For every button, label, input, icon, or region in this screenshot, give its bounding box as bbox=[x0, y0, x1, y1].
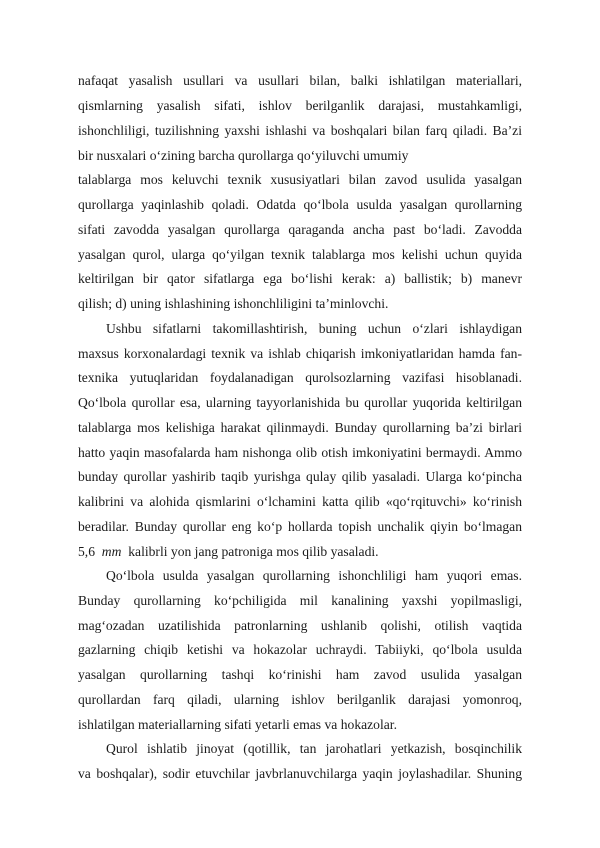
text-line-8: yasalgan qurol, ularga qo‘yilgan texnik talablarga mos kelishi uchun quyida bbox=[78, 247, 522, 262]
text-line-22: Bunday qurollarning ko‘pchiligida mil kanalining yaxshi yopilmasligi, bbox=[78, 593, 522, 608]
caliber-rest: kalibrli yon jang patroniga mos qilib yasaladi. bbox=[128, 544, 379, 559]
text-line-14: Qo‘lbola qurollar esa, ularning tayyorlanishida bu qurollar yuqorida keltirilgan bbox=[78, 395, 522, 410]
paragraph-start-line: Qo‘lbola usulda yasalgan qurollarning ishonchliligi ham yuqori emas. bbox=[106, 568, 522, 583]
text-line-10: qilish; d) uning ishlashining ishonchliligini ta’minlovchi. bbox=[78, 296, 389, 311]
text-line-27: ishlatilgan materiallarning sifati yetarli emas va hokazolar. bbox=[78, 717, 397, 732]
text-line-6: qurollarga yaqinlashib qoladi. Odatda qo‘lbola usulda yasalgan qurollarning bbox=[78, 197, 522, 212]
text-line-16: hatto yaqin masofalarda ham nishonga olib otish imkoniyatini bermaydi. Ammo bbox=[78, 445, 522, 460]
text-line-2: qismlarning yasalish sifati, ishlov berilganlik darajasi, mustahkamligi, bbox=[78, 98, 522, 113]
text-line-26: qurollardan farq qiladi, ularning ishlov berilganlik darajasi yomonroq, bbox=[78, 692, 522, 707]
text-line-18: kalibrini va alohida qismlarini o‘lchamini katta qilib «qo‘rqituvchi» ko‘rinish bbox=[78, 494, 522, 509]
text-line-4: bir nusxalari o‘zining barcha qurollarga qo‘yiluvchi umumiy bbox=[78, 148, 409, 163]
text-line-5: talablarga mos keluvchi texnik xususiyatlari bilan zavod usulida yasalgan bbox=[78, 172, 522, 187]
text-line-24: gazlarning chiqib ketishi va hokazolar uchraydi. Tabiiyki, qo‘lbola usulda bbox=[78, 642, 522, 657]
caliber-unit: mm bbox=[101, 544, 122, 559]
text-line-9: keltirilgan bir qator sifatlarga ega bo‘lishi kerak: a) ballistik; b) manevr bbox=[78, 271, 522, 286]
text-line-23: mag‘ozadan uzatilishida patronlarning ushlanib qolishi, otilish vaqtida bbox=[78, 618, 522, 633]
caliber-line bbox=[78, 543, 522, 560]
text-line-25: yasalgan qurollarning tashqi ko‘rinishi ham zavod usulida yasalgan bbox=[78, 667, 522, 682]
paragraph-start-line: Ushbu sifatlarni takomillashtirish, buning uchun o‘zlari ishlaydigan bbox=[106, 321, 522, 336]
text-line-15: talablarga mos kelishiga harakat qilinmaydi. Bunday qurollarning ba’zi birlari bbox=[78, 420, 522, 435]
text-line-12: maxsus korxonalardagi texnik va ishlab chiqarish imkoniyatlaridan hamda fan- bbox=[78, 346, 522, 361]
paragraph-start-line: Qurol ishlatib jinoyat (qotillik, tan jarohatlari yetkazish, bosqinchilik bbox=[106, 741, 522, 756]
caliber-number: 5,6 bbox=[78, 544, 95, 559]
text-line-29: va boshqalar), sodir etuvchilar javbrlanuvchilarga yaqin joylashadilar. Shuning bbox=[78, 766, 522, 781]
text-line-7: sifati zavodda yasalgan qurollarga qaraganda ancha past bo‘ladi. Zavodda bbox=[78, 222, 522, 237]
text-line-1: nafaqat yasalish usullari va usullari bilan, balki ishlatilgan materiallari, bbox=[78, 73, 522, 88]
text-line-17: bunday qurollar yashirib taqib yurishga qulay qilib yasaladi. Ularga ko‘pincha bbox=[78, 469, 522, 484]
text-line-19: beradilar. Bunday qurollar eng ko‘p hollarda topish unchalik qiyin bo‘lmagan bbox=[78, 519, 522, 534]
text-line-13: texnika yutuqlaridan foydalanadigan qurolsozlarning vazifasi hisoblanadi. bbox=[78, 370, 522, 385]
text-line-3: ishonchliligi, tuzilishning yaxshi ishlashi va boshqalari bilan farq qiladi. Ba’zi bbox=[78, 123, 522, 138]
